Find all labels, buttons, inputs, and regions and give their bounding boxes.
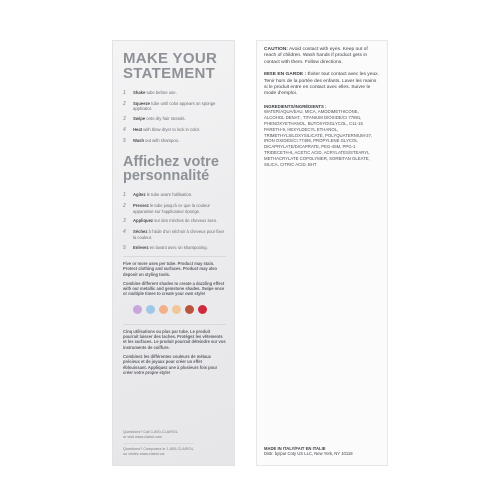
step-text <box>133 218 217 223</box>
step-item <box>123 203 226 214</box>
step-number: 1 <box>123 89 126 96</box>
step-detail: le tube jusqu'à ce que la couleur apparaisse sur l'applicateur éponge. <box>133 203 210 214</box>
step-detail: le tube avant l'utilisation. <box>145 192 193 198</box>
label-panel <box>256 40 388 466</box>
steps-en-list <box>123 90 226 145</box>
color-swatch <box>159 305 168 314</box>
step-detail: sur des mèches de cheveux secs. <box>153 218 218 224</box>
combine-note-fr: Combinez les différentes couleurs de métaux précieux et de joyaux pour créer un effet éblouissant. Appliquez une à plusieurs fois pour créer votre propre style! <box>123 354 218 375</box>
step-detail: à l'aide d'un séchoir à cheveux pour fixer la couleur. <box>133 229 225 240</box>
divider <box>123 324 226 325</box>
divider <box>123 256 226 257</box>
color-swatch <box>133 305 142 314</box>
step-number: 4 <box>123 127 126 133</box>
step-text <box>133 229 226 240</box>
mise-title: MISE EN GARDE : <box>264 72 307 78</box>
headline-fr: Affichez votre personnalité <box>123 153 219 185</box>
step-text <box>133 116 186 121</box>
step-number: 5 <box>123 244 126 251</box>
color-swatch <box>172 305 181 314</box>
step-verb: Appliquez <box>133 218 154 224</box>
manufacturer-info <box>264 446 353 457</box>
step-number: 4 <box>123 229 126 236</box>
steps-fr-list <box>123 192 226 251</box>
color-swatch <box>185 305 194 314</box>
step-item <box>123 218 226 225</box>
step-item <box>123 90 226 97</box>
step-verb: Enlevez <box>133 244 149 250</box>
contact-phone-fr: Questions? Composez le 1-800-CLAIROL <box>123 446 194 451</box>
step-item <box>123 192 226 199</box>
step-item <box>123 101 226 112</box>
step-number: 5 <box>123 138 126 144</box>
step-verb: Séchez <box>133 229 148 235</box>
step-text <box>133 138 179 143</box>
step-verb: Shake <box>133 89 146 95</box>
caution-en <box>264 47 380 66</box>
step-item <box>123 116 226 123</box>
step-number: 2 <box>123 100 126 107</box>
step-item <box>123 229 226 240</box>
contact-phone-en: Questions? Call 1-800-CLAIROL <box>123 429 179 434</box>
ingredients-title: INGREDIENTS/INGRÉDIENTS : <box>264 103 327 109</box>
step-item <box>123 127 226 134</box>
ingredients <box>264 104 380 168</box>
step-item <box>123 138 226 145</box>
step-verb: Wash <box>133 138 145 143</box>
usage-note-fr: Cinq utilisations ou plus par tube. Le produit pourrait laisser des taches. Protégez les vêtements et les surfaces. Le produit pourrait déteindre sur vos instruments de coiffure. <box>123 328 226 350</box>
distributor: Distr. by/par Coty US LLC, New York, NY 10118 <box>264 451 353 457</box>
caution-title: CAUTION: <box>264 47 288 52</box>
step-number: 2 <box>123 203 126 210</box>
color-swatch <box>146 305 155 314</box>
mise-text: Éviter tout contact avec les yeux. Tenir hors de la portée des enfants. Laver les mains si le produit entre en contact avec elles. Suivre le mode d'emploi. <box>264 72 379 97</box>
caution-fr <box>264 72 380 98</box>
step-detail: out with shampoo. <box>144 138 180 143</box>
step-detail: tube before use. <box>145 89 177 95</box>
step-text <box>133 192 192 197</box>
headline-en: MAKE YOUR STATEMENT <box>123 50 218 83</box>
step-number: 1 <box>123 192 126 199</box>
step-detail: en lavant avec un shampooing. <box>148 244 208 250</box>
usage-note-en: Five or more uses per tube. Product may stain. Protect clothing and surfaces. Product may also deposit on styling tools. <box>123 260 217 277</box>
step-number: 3 <box>123 218 126 225</box>
color-swatch <box>198 305 207 314</box>
contact-web-en: or visit www.clairol.com <box>123 434 163 439</box>
step-text <box>133 90 177 95</box>
step-verb: Agitez <box>133 192 146 198</box>
step-number: 3 <box>123 116 126 122</box>
combine-note-en: Combine different shades to create a dazzling effect with our metallic and gemstone shades. Swipe once or multiple times to create your own style! <box>123 280 225 297</box>
step-text <box>133 203 226 214</box>
caution-text: Avoid contact with eyes. Keep out of reach of children. Wash hands if product gets in contact with them. Follow directions. <box>264 47 368 65</box>
step-detail: onto dry hair strands. <box>145 116 186 121</box>
contact-web-fr: ou visitez www.clairol.ca. <box>123 451 165 456</box>
step-verb: Squeeze <box>133 100 150 106</box>
step-text <box>133 245 208 250</box>
divider <box>123 443 194 444</box>
step-verb: Pressez <box>133 203 149 209</box>
shade-swatches <box>133 305 226 314</box>
step-text <box>133 101 226 112</box>
step-verb: Swipe <box>133 116 146 121</box>
step-verb: Heat <box>133 127 143 132</box>
step-text <box>133 127 200 132</box>
made-in: MADE IN ITALY/FAIT EN ITALIE <box>264 445 326 451</box>
step-item <box>123 245 226 252</box>
step-detail: tube until color appears on sponge applicator. <box>133 100 216 112</box>
step-detail: with blow dryer to lock in color. <box>142 127 201 132</box>
ingredients-list: WATER/AQUA/EAU, MICA, AMODIMETHICONE, ALCOHOL DENAT., TITANIUM DIOXIDE/CI 77891, PHENOXYETHANOL, BUTOXYDIGLYCOL, C11-15 PARETH-9, HEXYLDECYL ETHANOL, TRIMETHYLSILOXYSILICATE, POLYQUATERNIUM-37, IRON OXIDES/CI 77499, PROPYLENE GLYCOL DICAPRYLATE/DICAPRATE, PEG-45M, PPG-1 TRIDECETH-6, ACETIC ACID, ACRYLATES/STEARYL METHACRYLATE COPOLYMER, SORBITAN OLEATE, SILICA, CITRIC ACID, BHT <box>264 109 373 167</box>
contact-info <box>123 430 194 458</box>
instructions-panel <box>112 40 235 466</box>
